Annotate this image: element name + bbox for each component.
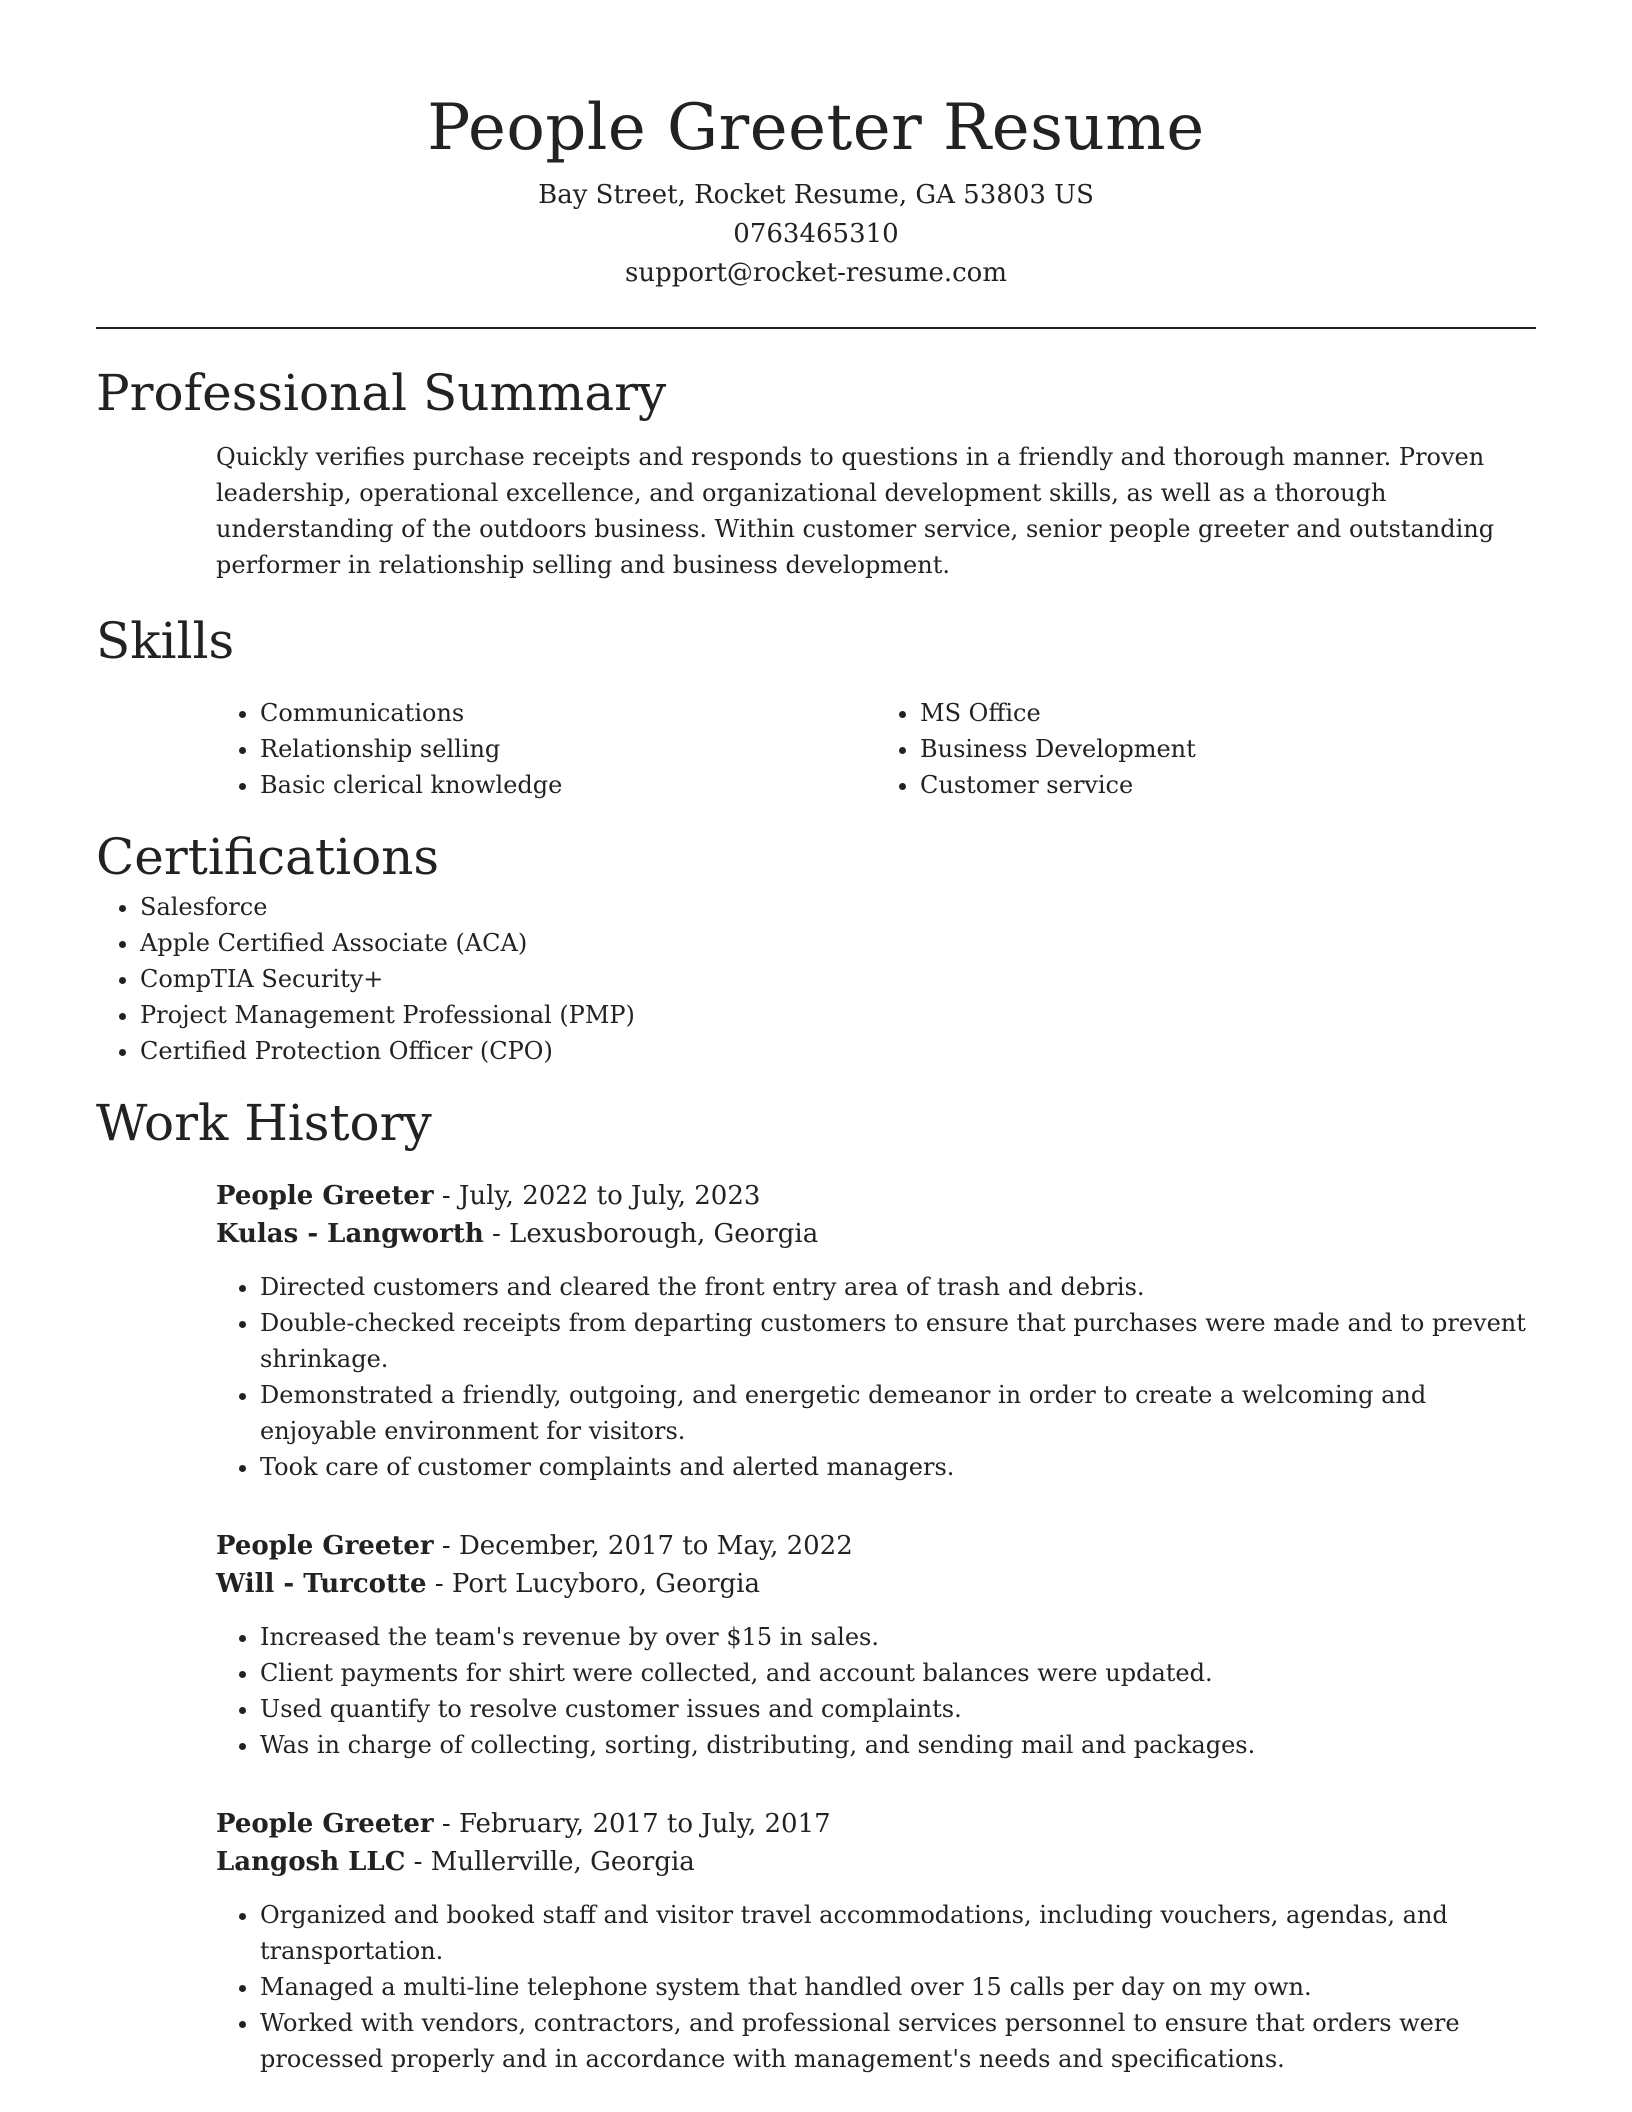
job-role: People Greeter: [216, 1181, 434, 1211]
job-dates: - December, 2017 to May, 2022: [433, 1531, 853, 1561]
certification-item: • Apple Certified Associate (ACA): [140, 925, 1460, 961]
job-duty: • Used quantify to resolve customer issues and complaints.: [260, 1691, 1536, 1727]
skill-item: • MS Office: [920, 695, 1536, 731]
job-dates: - July, 2022 to July, 2023: [433, 1181, 761, 1211]
job-company: Langosh LLC: [216, 1847, 406, 1877]
job-duties: [216, 1897, 1536, 2077]
job-location: - Port Lucyboro, Georgia: [426, 1569, 760, 1599]
job-duties: [216, 1619, 1536, 1763]
job-duty: • Client payments for shirt were collected, and account balances were updated.: [260, 1655, 1536, 1691]
job-duty: • Double-checked receipts from departing customers to ensure that purchases were made and to prevent shrinkage.: [260, 1305, 1536, 1377]
job-company-line: [216, 1215, 1536, 1253]
certifications-heading: Certifications: [96, 828, 440, 886]
job-role-line: [216, 1527, 1536, 1565]
certification-item: • CompTIA Security+: [140, 961, 1460, 997]
contact-phone: 0763465310: [733, 219, 899, 249]
job-role-line: [216, 1177, 1536, 1215]
skills-list-left: [216, 695, 876, 803]
job-duty: • Was in charge of collecting, sorting, distributing, and sending mail and packages.: [260, 1727, 1536, 1763]
job-company: Kulas - Langworth: [216, 1219, 484, 1249]
work-history-heading: Work History: [96, 1094, 432, 1152]
job-duty: • Took care of customer complaints and alerted managers.: [260, 1449, 1536, 1485]
job-dates: - February, 2017 to July, 2017: [433, 1809, 831, 1839]
job-company-line: [216, 1843, 1536, 1881]
skills-columns: [216, 695, 1536, 803]
skills-heading: Skills: [96, 612, 235, 670]
contact-email[interactable]: support@rocket-resume.com: [624, 258, 1007, 288]
job-entry: [216, 1805, 1536, 2077]
job-location: - Lexusborough, Georgia: [483, 1219, 819, 1249]
header-divider: [96, 327, 1536, 329]
resume-title: People Greeter Resume: [427, 91, 1205, 165]
job-duty: • Managed a multi-line telephone system that handled over 15 calls per day on my own.: [260, 1969, 1536, 2005]
job-duties: [216, 1269, 1536, 1485]
job-entry: [216, 1177, 1536, 1485]
contact-address: Bay Street, Rocket Resume, GA 53803 US: [538, 180, 1094, 210]
job-company: Will - Turcotte: [216, 1569, 427, 1599]
skill-item: • Customer service: [920, 767, 1536, 803]
job-duty: • Directed customers and cleared the front entry area of trash and debris.: [260, 1269, 1536, 1305]
job-role: People Greeter: [216, 1809, 434, 1839]
job-entry: [216, 1527, 1536, 1763]
job-duty: • Increased the team's revenue by over $15 in sales.: [260, 1619, 1536, 1655]
job-location: - Mullerville, Georgia: [405, 1847, 695, 1877]
certification-item: • Certified Protection Officer (CPO): [140, 1033, 1460, 1069]
certifications-list: [96, 889, 1460, 1069]
skills-list-right: [876, 695, 1536, 803]
skill-item: • Communications: [260, 695, 876, 731]
skill-item: • Business Development: [920, 731, 1536, 767]
resume-page: [96, 0, 1536, 2077]
skill-item: • Relationship selling: [260, 731, 876, 767]
job-company-line: [216, 1565, 1536, 1603]
contact-info: [96, 176, 1536, 293]
summary-heading: Professional Summary: [96, 364, 667, 422]
certification-item: • Salesforce: [140, 889, 1460, 925]
certification-item: • Project Management Professional (PMP): [140, 997, 1460, 1033]
job-role-line: [216, 1805, 1536, 1843]
job-duty: • Worked with vendors, contractors, and professional services personnel to ensure that orders were processed properly and in accordance with management's needs and specifications.: [260, 2005, 1536, 2077]
resume-header: [96, 0, 1536, 293]
summary-text: Quickly verifies purchase receipts and responds to questions in a friendly and thorough manner. Proven leadership, operational excellence, and organizational development skills, as well as a thorough understanding of the outdoors business. Within customer service, senior people greeter and outstanding performer in relationship selling and business development.: [216, 443, 1495, 579]
job-duty: • Demonstrated a friendly, outgoing, and energetic demeanor in order to create a welcoming and enjoyable environment for visitors.: [260, 1377, 1536, 1449]
job-role: People Greeter: [216, 1531, 434, 1561]
skill-item: • Basic clerical knowledge: [260, 767, 876, 803]
job-duty: • Organized and booked staff and visitor travel accommodations, including vouchers, agendas, and transportation.: [260, 1897, 1536, 1969]
